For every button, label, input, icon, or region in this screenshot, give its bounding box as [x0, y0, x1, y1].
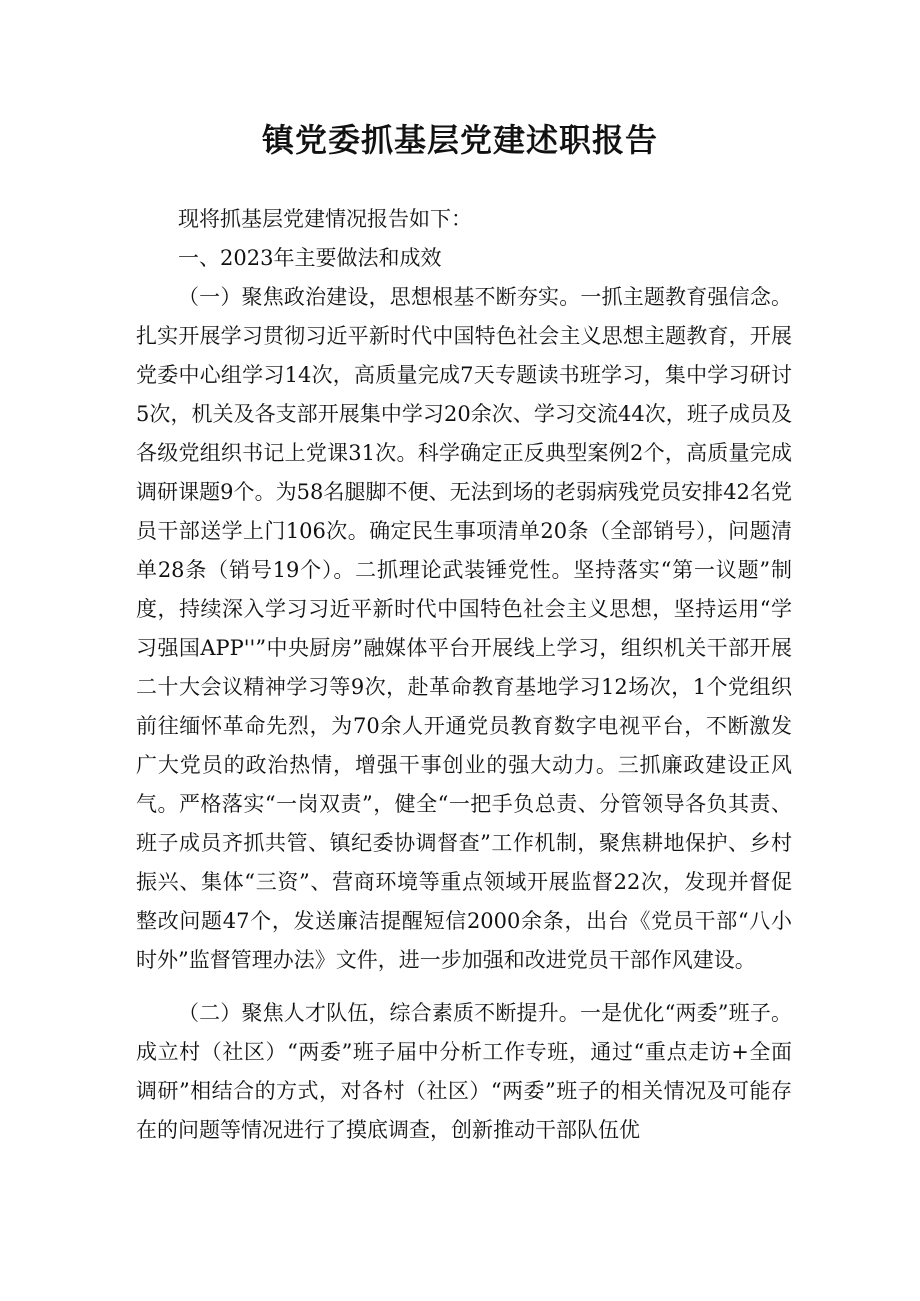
- section-heading: 一、2023年主要做法和成效: [178, 246, 442, 270]
- paragraph-talent-team: （二）聚焦人才队伍，综合素质不断提升。一是优化“两委”班子。成立村（社区）“两委”班子届中分析工作专班，通过“重点走访+全面调研”相结合的方式，对各村（社区）“两委”班子的相关情况及可能存在的问题等情况进行了摸底调查，创新推动干部队伍优: [136, 1001, 792, 1142]
- intro-paragraph: 现将抓基层党建情况报告如下：: [178, 207, 472, 231]
- paragraph-political-building: （一）聚焦政治建设，思想根基不断夯实。一抓主题教育强信念。扎实开展学习贯彻习近平新时代中国特色社会主义思想主题教育，开展党委中心组学习14次，高质量完成7天专题读书班学习，集中学习研讨5次，机关及各支部开展集中学习20余次、学习交流44次，班子成员及各级党组织书记上党课31次。科学确定正反典型案例2个，高质量完成调研课题9个。为58名腿脚不便、无法到场的老弱病残党员安排42名党员干部送学上门106次。确定民生事项清单20条（全部销号），问题清单28条（销号19个）。二抓理论武装锤党性。坚持落实“第一议题”制度，持续深入学习习近平新时代中国特色社会主义思想，坚持运用“学习强国APP''”中央厨房”融媒体平台开展线上学习，组织机关干部开展二十大会议精神学习等9次，赴革命教育基地学习12场次，1个党组织前往缅怀革命先烈，为70余人开通党员教育数字电视平台，不断激发广大党员的政治热情，增强干事创业的强大动力。三抓廉政建设正风气。严格落实“一岗双责”，健全“一把手负总责、分管领导各负其责、班子成员齐抓共管、镇纪委协调督查”工作机制，聚焦耕地保护、乡村振兴、集体“三资”、营商环境等重点领域开展监督22次，发现并督促整改问题47个，发送廉洁提醒短信2000余条，出台《党员干部“八小时外”监督管理办法》文件，进一步加强和改进党员干部作风建设。: [136, 285, 792, 972]
- document-body: [136, 200, 792, 1150]
- document-title: 镇党委抓基层党建述职报告: [261, 121, 658, 159]
